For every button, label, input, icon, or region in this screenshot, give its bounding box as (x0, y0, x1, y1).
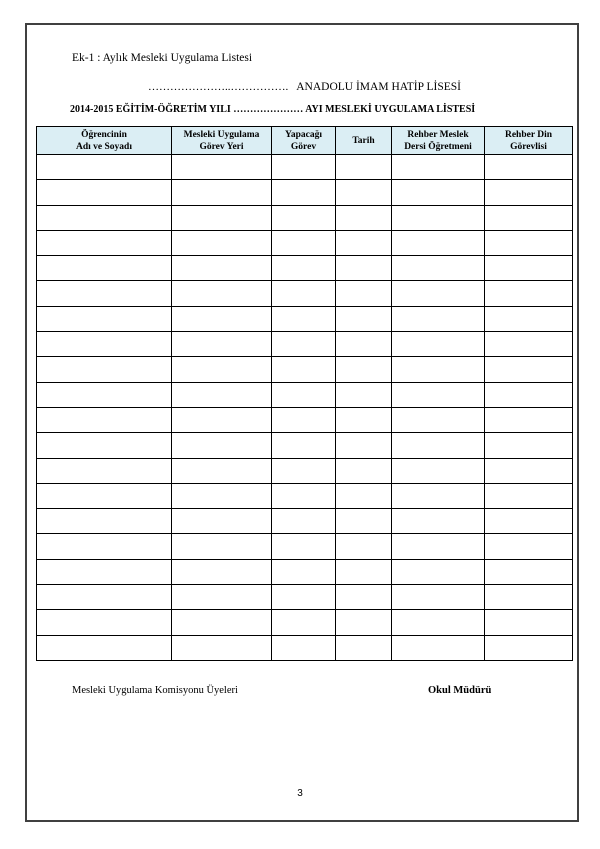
table-cell[interactable] (392, 180, 485, 205)
table-cell[interactable] (37, 585, 172, 610)
table-cell[interactable] (336, 559, 392, 584)
table-cell[interactable] (172, 483, 272, 508)
table-row (37, 281, 573, 306)
school-name: ANADOLU İMAM HATİP LİSESİ (296, 81, 461, 93)
table-cell[interactable] (37, 635, 172, 660)
committee-signature-label: Mesleki Uygulama Komisyonu Üyeleri (72, 685, 238, 696)
table-row (37, 205, 573, 230)
table-cell[interactable] (272, 382, 336, 407)
table-cell[interactable] (392, 458, 485, 483)
table-row (37, 559, 573, 584)
table-cell[interactable] (336, 585, 392, 610)
table-row (37, 458, 573, 483)
col-task: Yapacağı Görev (272, 127, 336, 155)
table-row (37, 332, 573, 357)
table-row (37, 433, 573, 458)
table-cell[interactable] (37, 559, 172, 584)
table-cell[interactable] (172, 306, 272, 331)
table-cell[interactable] (272, 635, 336, 660)
table-cell[interactable] (485, 281, 573, 306)
table-cell[interactable] (272, 483, 336, 508)
table-cell[interactable] (392, 230, 485, 255)
table-cell[interactable] (172, 256, 272, 281)
table-cell[interactable] (37, 610, 172, 635)
table-cell[interactable] (485, 407, 573, 432)
table-cell[interactable] (272, 433, 336, 458)
table-cell[interactable] (172, 205, 272, 230)
document-heading: Ek-1 : Aylık Mesleki Uygulama Listesi (72, 52, 253, 64)
table-cell[interactable] (485, 306, 573, 331)
table-cell[interactable] (272, 180, 336, 205)
table-cell[interactable] (392, 306, 485, 331)
table-row (37, 357, 573, 382)
table-cell[interactable] (336, 534, 392, 559)
table-cell[interactable] (392, 205, 485, 230)
table-cell[interactable] (172, 635, 272, 660)
table-cell[interactable] (272, 306, 336, 331)
table-cell[interactable] (272, 230, 336, 255)
school-line (148, 81, 461, 93)
page-number: 3 (297, 788, 303, 799)
table-cell[interactable] (37, 382, 172, 407)
table-cell[interactable] (485, 585, 573, 610)
table-cell[interactable] (272, 155, 336, 180)
table-cell[interactable] (485, 458, 573, 483)
table-cell[interactable] (272, 256, 336, 281)
table-cell[interactable] (336, 407, 392, 432)
table-cell[interactable] (172, 180, 272, 205)
table-cell[interactable] (485, 357, 573, 382)
table-cell[interactable] (392, 610, 485, 635)
table-cell[interactable] (336, 610, 392, 635)
table-cell[interactable] (336, 433, 392, 458)
table-cell[interactable] (485, 382, 573, 407)
table-cell[interactable] (37, 180, 172, 205)
table-row (37, 509, 573, 534)
table-cell[interactable] (272, 610, 336, 635)
table-cell[interactable] (272, 509, 336, 534)
table-cell[interactable] (392, 433, 485, 458)
table-cell[interactable] (336, 458, 392, 483)
principal-signature-label: Okul Müdürü (428, 685, 492, 696)
table-cell[interactable] (172, 332, 272, 357)
table-body (37, 155, 573, 661)
practice-list-table (36, 126, 573, 661)
table-cell[interactable] (37, 205, 172, 230)
table-cell[interactable] (392, 256, 485, 281)
table-row (37, 585, 573, 610)
table-row (37, 256, 573, 281)
table-cell[interactable] (37, 256, 172, 281)
table-cell[interactable] (392, 281, 485, 306)
table-cell[interactable] (392, 534, 485, 559)
table-cell[interactable] (336, 230, 392, 255)
table-cell[interactable] (272, 332, 336, 357)
table-cell[interactable] (392, 483, 485, 508)
table-cell[interactable] (485, 483, 573, 508)
table-cell[interactable] (272, 205, 336, 230)
table-cell[interactable] (485, 230, 573, 255)
table-cell[interactable] (172, 610, 272, 635)
table-cell[interactable] (172, 230, 272, 255)
table-cell[interactable] (336, 281, 392, 306)
table-cell[interactable] (336, 256, 392, 281)
table-cell[interactable] (37, 483, 172, 508)
table-cell[interactable] (272, 458, 336, 483)
table-cell[interactable] (392, 407, 485, 432)
col-guide-teacher: Rehber Meslek Dersi Öğretmeni (392, 127, 485, 155)
table-cell[interactable] (485, 332, 573, 357)
table-row (37, 230, 573, 255)
table-cell[interactable] (485, 559, 573, 584)
table-cell[interactable] (37, 534, 172, 559)
table-cell[interactable] (392, 332, 485, 357)
table-cell[interactable] (336, 306, 392, 331)
table-cell[interactable] (172, 585, 272, 610)
table-cell[interactable] (485, 256, 573, 281)
table-row (37, 534, 573, 559)
table-cell[interactable] (485, 433, 573, 458)
table-cell[interactable] (37, 230, 172, 255)
table-cell[interactable] (172, 281, 272, 306)
col-guide-official: Rehber Din Görevlisi (485, 127, 573, 155)
table-cell[interactable] (336, 180, 392, 205)
table-cell[interactable] (37, 332, 172, 357)
table-cell[interactable] (485, 509, 573, 534)
table-row (37, 635, 573, 660)
table-cell[interactable] (172, 155, 272, 180)
table-cell[interactable] (392, 635, 485, 660)
table-cell[interactable] (37, 509, 172, 534)
table-cell[interactable] (485, 534, 573, 559)
table-cell[interactable] (485, 205, 573, 230)
list-title: AYI MESLEKİ UYGULAMA LİSTESİ (305, 104, 476, 115)
table-header-row (37, 127, 573, 155)
table-cell[interactable] (272, 407, 336, 432)
table-cell[interactable] (392, 559, 485, 584)
table-cell[interactable] (172, 382, 272, 407)
table-cell[interactable] (172, 433, 272, 458)
table-cell[interactable] (392, 509, 485, 534)
month-blank: ………………… (233, 104, 304, 115)
col-practice-place: Mesleki Uygulama Görev Yeri (172, 127, 272, 155)
table-row (37, 483, 573, 508)
table-cell[interactable] (37, 306, 172, 331)
table-row (37, 306, 573, 331)
table-cell[interactable] (37, 155, 172, 180)
table-cell[interactable] (336, 635, 392, 660)
table-cell[interactable] (485, 610, 573, 635)
year-prefix: 2014-2015 EĞİTİM-ÖĞRETİM YILI (70, 104, 231, 115)
table-cell[interactable] (172, 509, 272, 534)
table-cell[interactable] (272, 559, 336, 584)
table-cell[interactable] (272, 534, 336, 559)
table-cell[interactable] (272, 281, 336, 306)
table-cell[interactable] (336, 357, 392, 382)
table-row (37, 180, 573, 205)
table-cell[interactable] (37, 433, 172, 458)
table-cell[interactable] (172, 458, 272, 483)
year-line (70, 104, 475, 115)
table-cell[interactable] (485, 180, 573, 205)
table-cell[interactable] (272, 357, 336, 382)
table-cell[interactable] (37, 458, 172, 483)
table-cell[interactable] (392, 585, 485, 610)
table-cell[interactable] (172, 407, 272, 432)
table-cell[interactable] (336, 382, 392, 407)
table-cell[interactable] (336, 509, 392, 534)
table-cell[interactable] (336, 155, 392, 180)
table-cell[interactable] (172, 559, 272, 584)
table-cell[interactable] (336, 483, 392, 508)
table-cell[interactable] (37, 407, 172, 432)
col-student-name: Öğrencinin Adı ve Soyadı (37, 127, 172, 155)
table-cell[interactable] (392, 155, 485, 180)
table-row (37, 382, 573, 407)
table-cell[interactable] (272, 585, 336, 610)
table-cell[interactable] (485, 635, 573, 660)
table-row (37, 407, 573, 432)
table-cell[interactable] (336, 205, 392, 230)
table-cell[interactable] (485, 155, 573, 180)
table-cell[interactable] (37, 357, 172, 382)
col-date: Tarih (336, 127, 392, 155)
table-cell[interactable] (392, 382, 485, 407)
table-cell[interactable] (392, 357, 485, 382)
table-row (37, 610, 573, 635)
school-name-blank: …………………..……………. (148, 81, 289, 93)
table-row (37, 155, 573, 180)
table-cell[interactable] (336, 332, 392, 357)
table-cell[interactable] (172, 357, 272, 382)
table-cell[interactable] (37, 281, 172, 306)
table-cell[interactable] (172, 534, 272, 559)
